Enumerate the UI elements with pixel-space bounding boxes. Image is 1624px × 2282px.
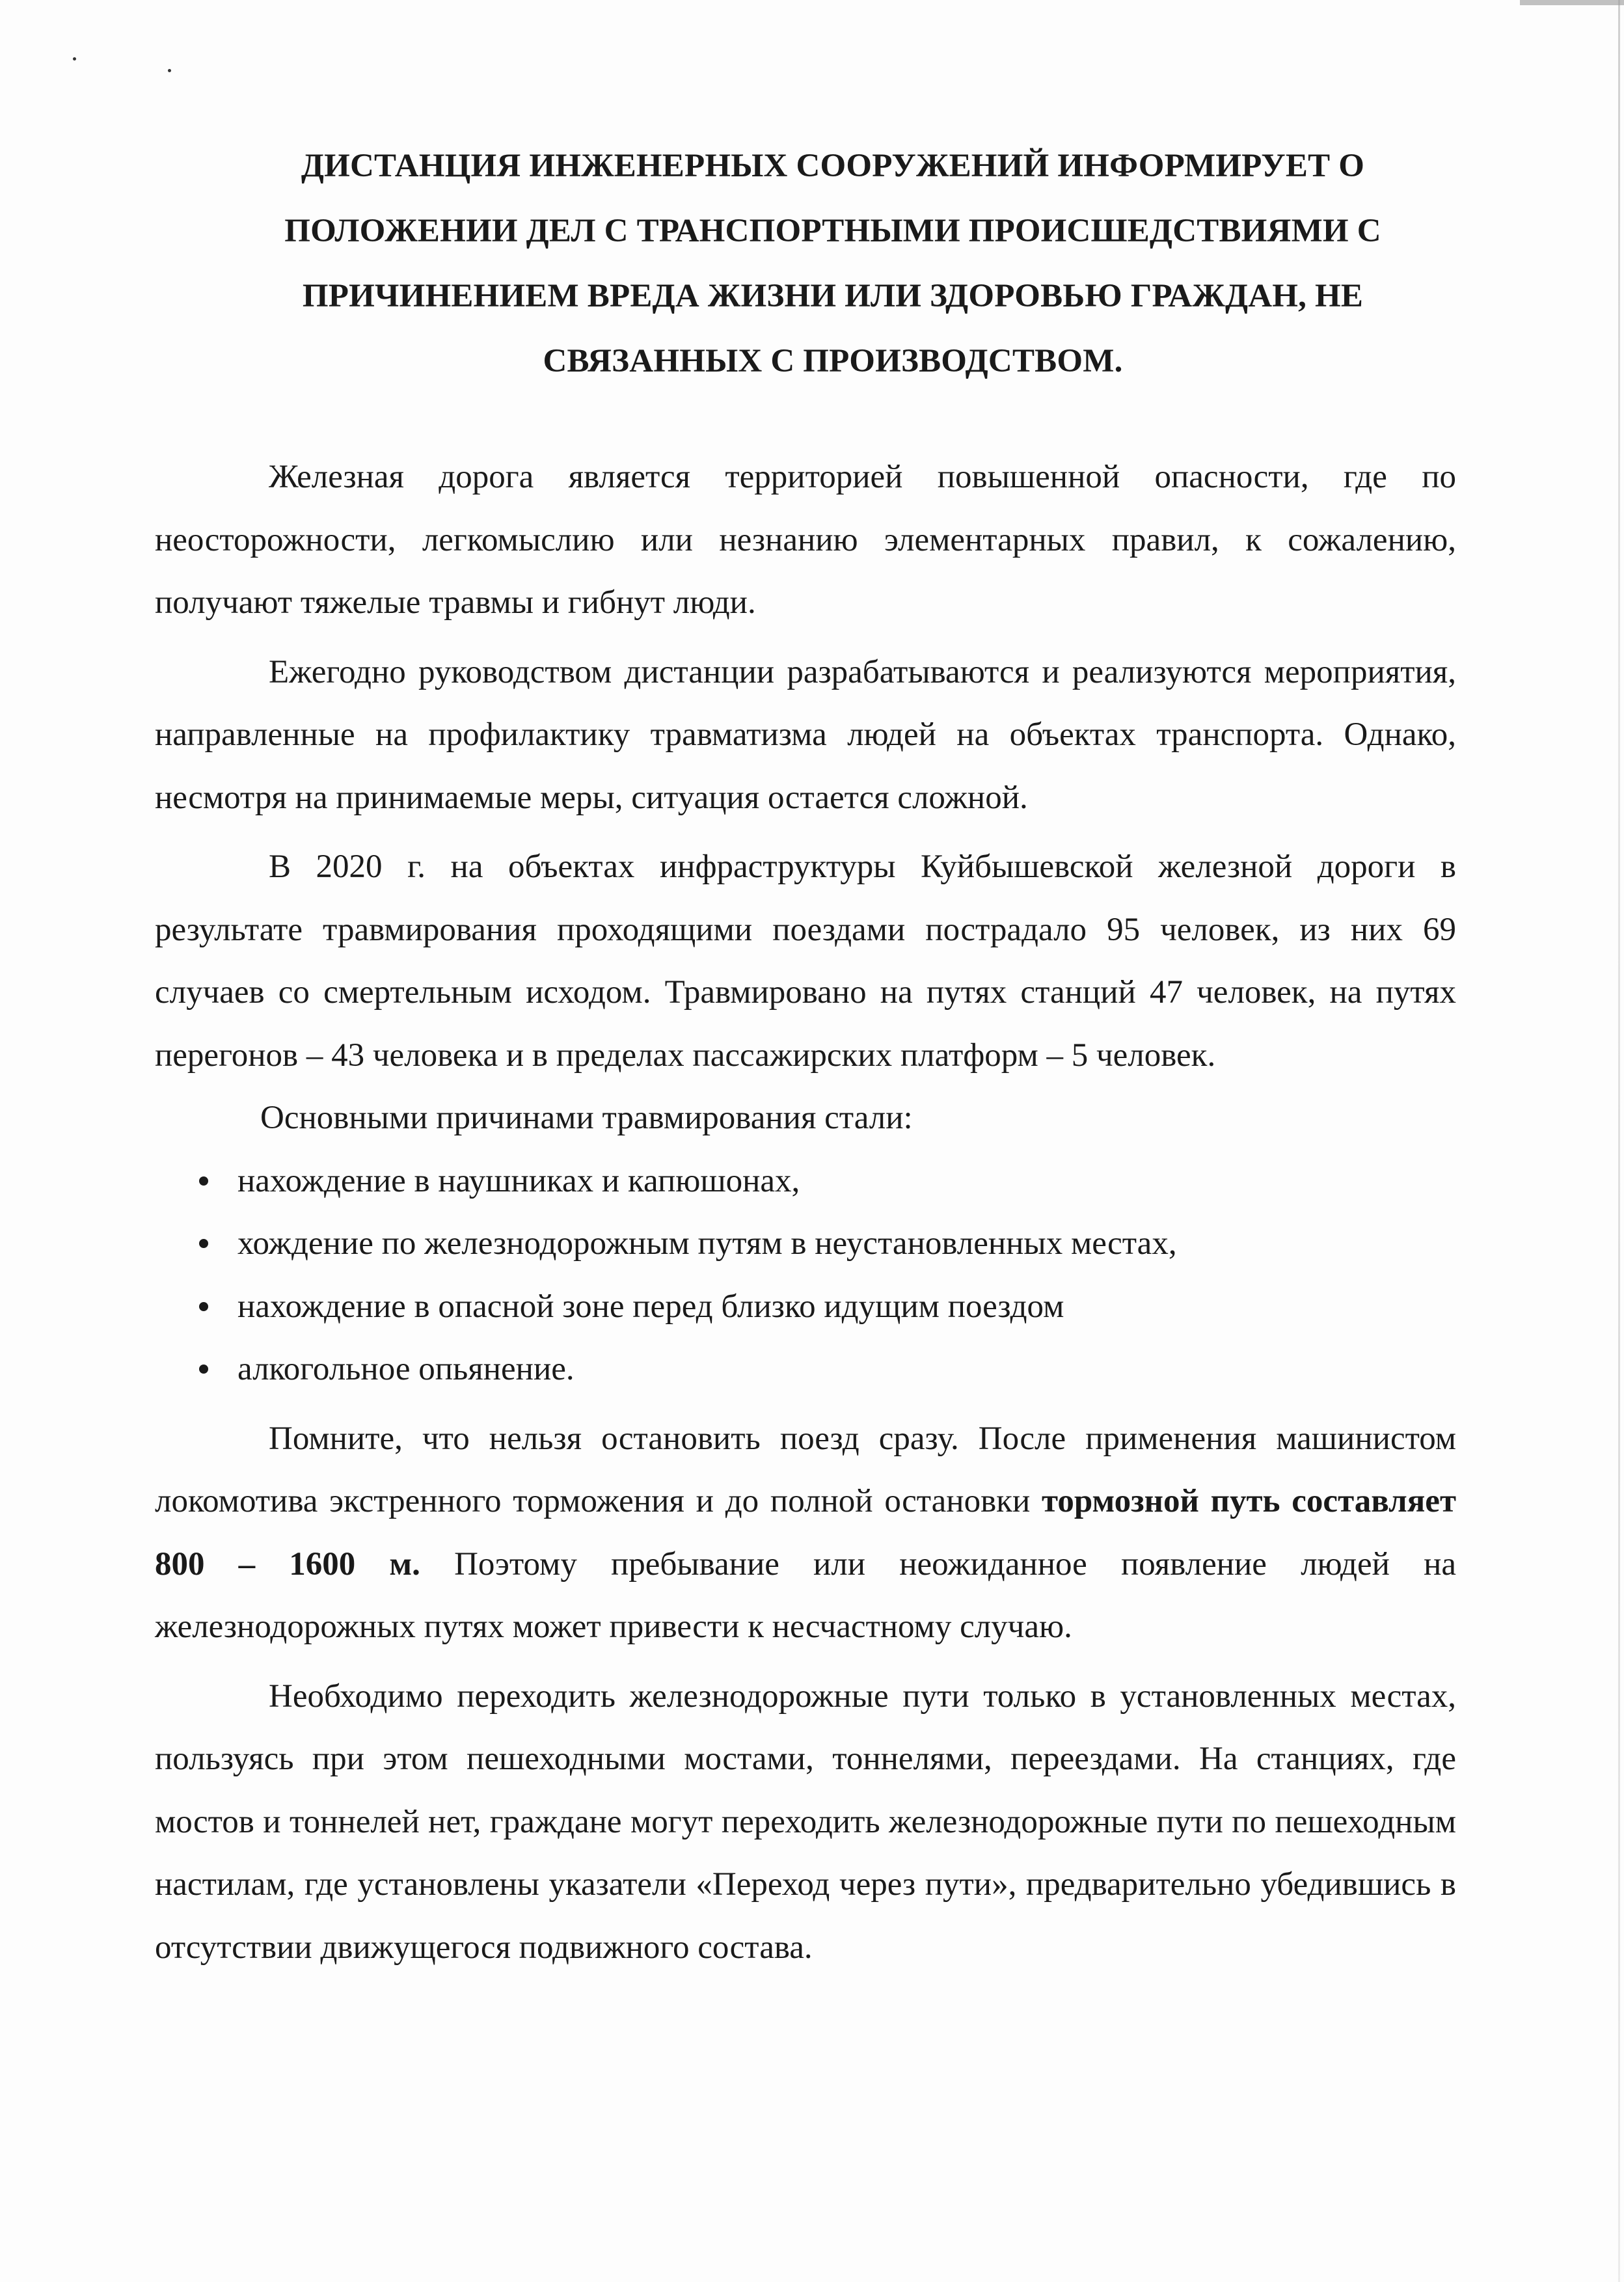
list-item	[155, 1150, 1456, 1213]
paragraph-crossing-rules: Необходимо переходить железнодорожные пути только в установленных местах, пользуясь при этом пешеходными мостами, тоннелями, переездами. На станциях, где мостов и тоннелей нет, граждане могут переходить железнодорожные пути по пешеходным настилам, где установлены указатели «Переход через пути», предварительно убедившись в отсутствии движущегося подвижного состава.	[155, 1678, 1456, 1966]
scan-speck	[73, 57, 76, 61]
paragraph-braking-distance	[155, 1407, 1456, 1659]
braking-text-end: Поэтому пребывание или неожиданное появление людей на железнодорожных путях может привести к несчастному случаю.	[155, 1545, 1456, 1645]
bullet-icon	[199, 1365, 208, 1374]
list-item-text: алкогольное опьянение.	[237, 1351, 575, 1387]
scan-edge-shadow	[1618, 0, 1620, 2282]
bullet-icon	[199, 1239, 208, 1248]
paragraph-annual-measures: Ежегодно руководством дистанции разрабатываются и реализуются мероприятия, направленные на профилактику травматизма людей на объектах транспорта. Однако, несмотря на принимаемые меры, ситуация остается сложной.	[155, 653, 1456, 816]
scan-speck	[168, 69, 171, 72]
list-item-text: нахождение в наушниках и капюшонах,	[237, 1162, 800, 1199]
document-title: ДИСТАНЦИЯ ИНЖЕНЕРНЫХ СООРУЖЕНИЙ ИНФОРМИРУЕТ О ПОЛОЖЕНИИ ДЕЛ С ТРАНСПОРТНЫМИ ПРОИСШЕДСТВИЯМИ С ПРИЧИНЕНИЕМ ВРЕДА ЖИЗНИ ИЛИ ЗДОРОВЬЮ ГРАЖДАН, НЕ СВЯЗАННЫХ С ПРОИЗВОДСТВОМ.	[284, 148, 1381, 379]
braking-distance-emphasis: тормозной путь составляет 800 – 1600 м.	[155, 1483, 1456, 1582]
paragraph-dangerous-territory: Железная дорога является территорией повышенной опасности, где по неосторожности, легкомыслию или незнанию элементарных правил, к сожалению, получают тяжелые травмы и гибнут люди.	[155, 459, 1456, 621]
bullet-icon	[199, 1302, 208, 1311]
paragraph-2020-statistics: В 2020 г. на объектах инфраструктуры Куйбышевской железной дороги в результате травмирования проходящими поездами пострадало 95 человек, из них 69 случаев со смертельным исходом. Травмировано на путях станций 47 человек, на путях перегонов – 43 человека и в пределах пассажирских платформ – 5 человек.	[155, 849, 1456, 1074]
list-item	[155, 1338, 1456, 1401]
list-item-text: нахождение в опасной зоне перед близко идущим поездом	[237, 1288, 1064, 1325]
document-body	[155, 446, 1456, 1985]
paragraph-causes-intro: Основными причинами травмирования стали:	[260, 1100, 913, 1136]
list-item-text: хождение по железнодорожным путям в неустановленных местах,	[237, 1225, 1177, 1262]
list-item	[155, 1212, 1456, 1275]
list-item	[155, 1275, 1456, 1338]
scan-edge-mark	[1520, 0, 1624, 5]
braking-text-start: Помните, что нельзя остановить поезд сразу. После применения машинистом локомотива экстренного торможения и до полной остановки	[155, 1420, 1456, 1519]
causes-list	[155, 1150, 1456, 1401]
bullet-icon	[199, 1176, 208, 1186]
